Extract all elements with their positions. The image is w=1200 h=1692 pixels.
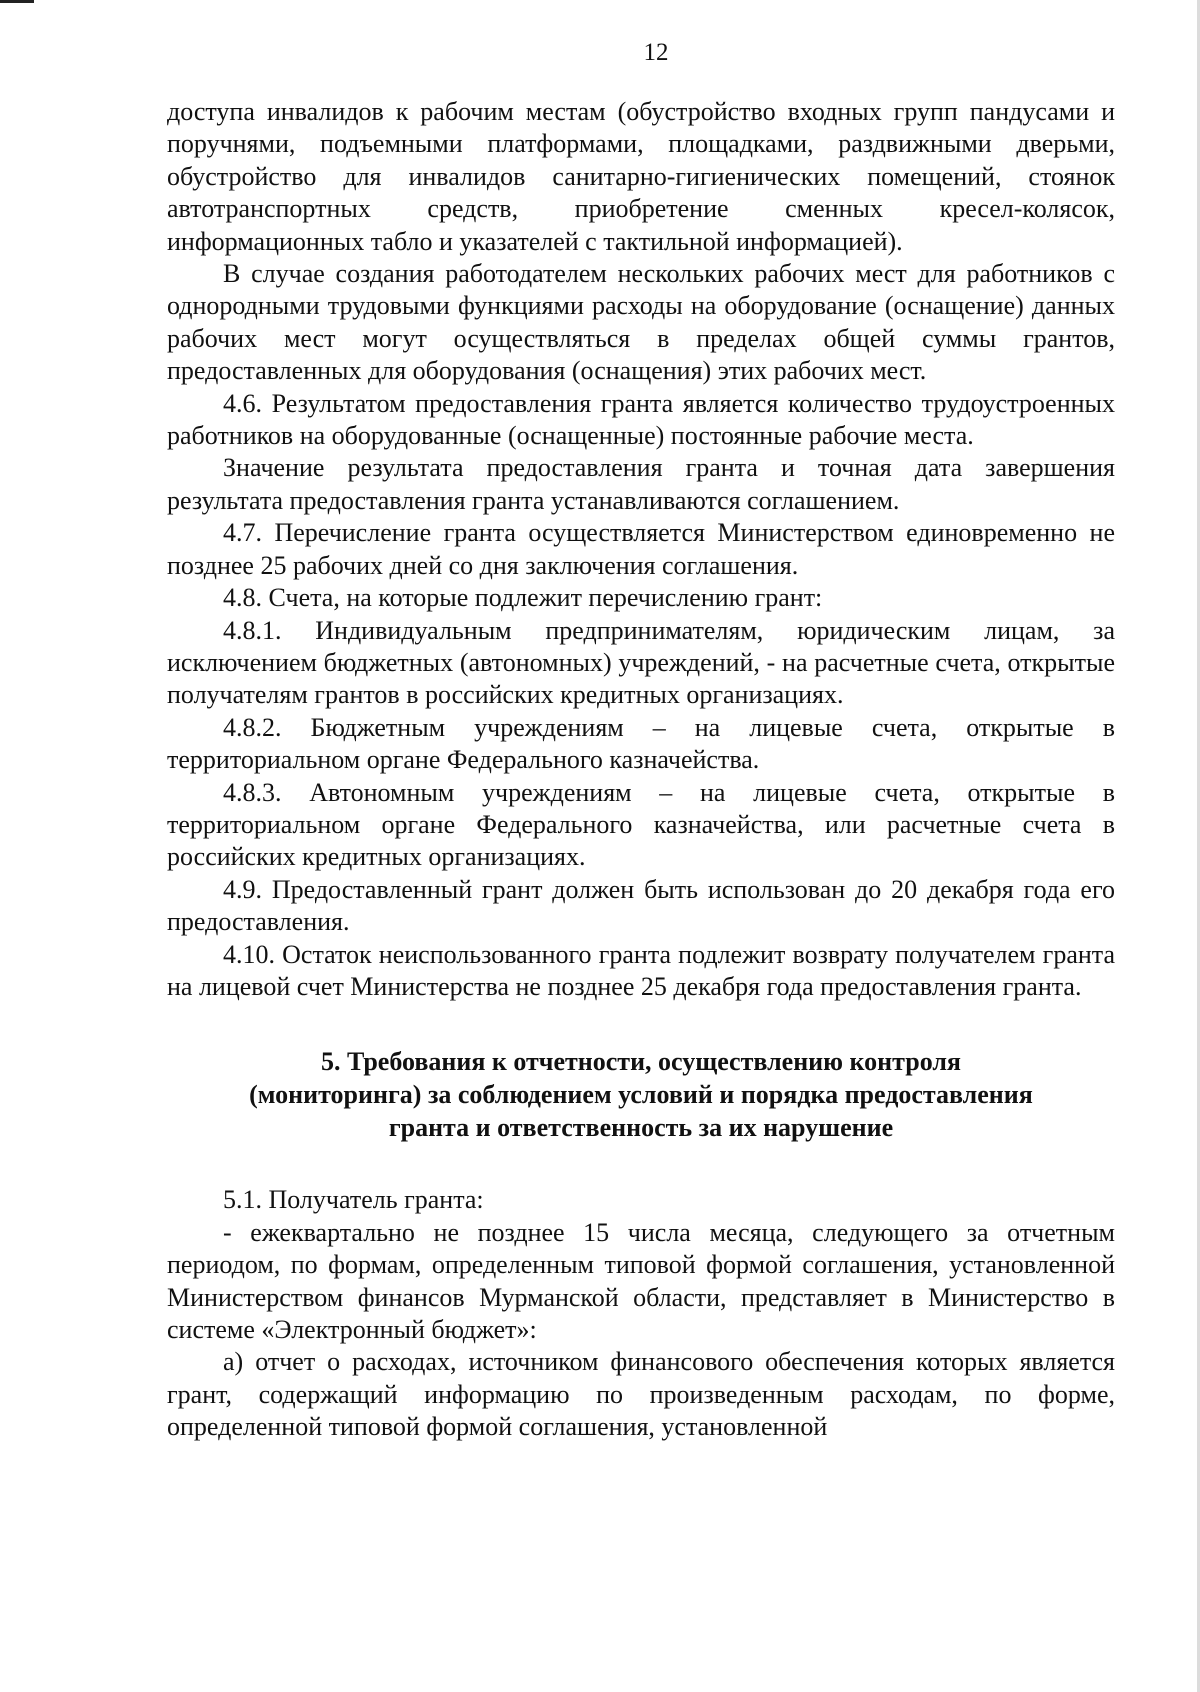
section-heading-line-2: (мониторинга) за соблюдением условий и порядка предоставления <box>249 1080 1033 1110</box>
paragraph-4-8-3: 4.8.3. Автономным учреждениям – на лицевые счета, открытые в территориальном органе Федерального казначейства, или расчетные счета в российских кредитных организациях. <box>167 777 1115 872</box>
paragraph-1: доступа инвалидов к рабочим местам (обустройство входных групп пандусами и поручнями, подъемными платформами, площадками, раздвижными дверьми, обустройство для инвалидов санитарно-гигиенических помещений, стоянок автотранспортных средств, приобретение сменных кресел-колясок, информационных табло и указателей с тактильной информацией). <box>167 97 1115 256</box>
page-number: 12 <box>643 39 669 66</box>
paragraph-4-9: 4.9. Предоставленный грант должен быть использован до 20 декабря года его предоставления. <box>167 874 1115 937</box>
paragraph-4-10: 4.10. Остаток неиспользованного гранта подлежит возврату получателем гранта на лицевой счет Министерства не позднее 25 декабря года предоставления гранта. <box>167 939 1115 1001</box>
paragraph-4-8-2: 4.8.2. Бюджетным учреждениям – на лицевые счета, открытые в территориальном органе Федерального казначейства. <box>167 712 1115 775</box>
scan-mark <box>0 0 34 3</box>
body-before-heading <box>167 96 1115 1003</box>
paragraph-4-8-1: 4.8.1. Индивидуальным предпринимателям, юридическим лицам, за исключением бюджетных (автономных) учреждений, - на расчетные счета, открытые получателям грантов в российских кредитных организациях. <box>167 615 1115 710</box>
paragraph-2: В случае создания работодателем нескольких рабочих мест для работников с однородными трудовыми функциями расходы на оборудование (оснащение) данных рабочих мест могут осуществляться в пределах общей суммы грантов, предоставленных для оборудования (оснащения) этих рабочих мест. <box>167 259 1115 386</box>
paragraph-5-1: 5.1. Получатель гранта: <box>223 1185 484 1215</box>
section-heading-line-3: гранта и ответственность за их нарушение <box>388 1113 894 1143</box>
paragraph-4-7: 4.7. Перечисление гранта осуществляется Министерством единовременно не позднее 25 рабочих дней со дня заключения соглашения. <box>167 518 1115 580</box>
paragraph-4-6: 4.6. Результатом предоставления гранта является количество трудоустроенных работников на оборудованные (оснащенные) постоянные рабочие места. <box>167 388 1115 451</box>
paragraph-quarterly-report: - ежеквартально не позднее 15 числа месяца, следующего за отчетным периодом, по формам, определенным типовой формой соглашения, установленной Министерством финансов Мурманской области, представляет в Министерство в системе «Электронный бюджет»: <box>167 1217 1115 1344</box>
body-after-heading <box>167 1184 1115 1443</box>
paragraph-expense-report: а) отчет о расходах, источником финансового обеспечения которых является грант, содержащий информацию по произведенным расходам, по форме, определенной типовой формой соглашения, установленной <box>167 1347 1115 1442</box>
paragraph-4-8: 4.8. Счета, на которые подлежит перечислению грант: <box>223 583 823 613</box>
section-heading <box>167 1045 1115 1144</box>
section-heading-line-1: 5. Требования к отчетности, осуществлению контроля <box>320 1047 962 1077</box>
paragraph-result-value: Значение результата предоставления гранта и точная дата завершения результата предоставления гранта устанавливаются соглашением. <box>167 453 1115 515</box>
document-page <box>167 38 1115 1444</box>
